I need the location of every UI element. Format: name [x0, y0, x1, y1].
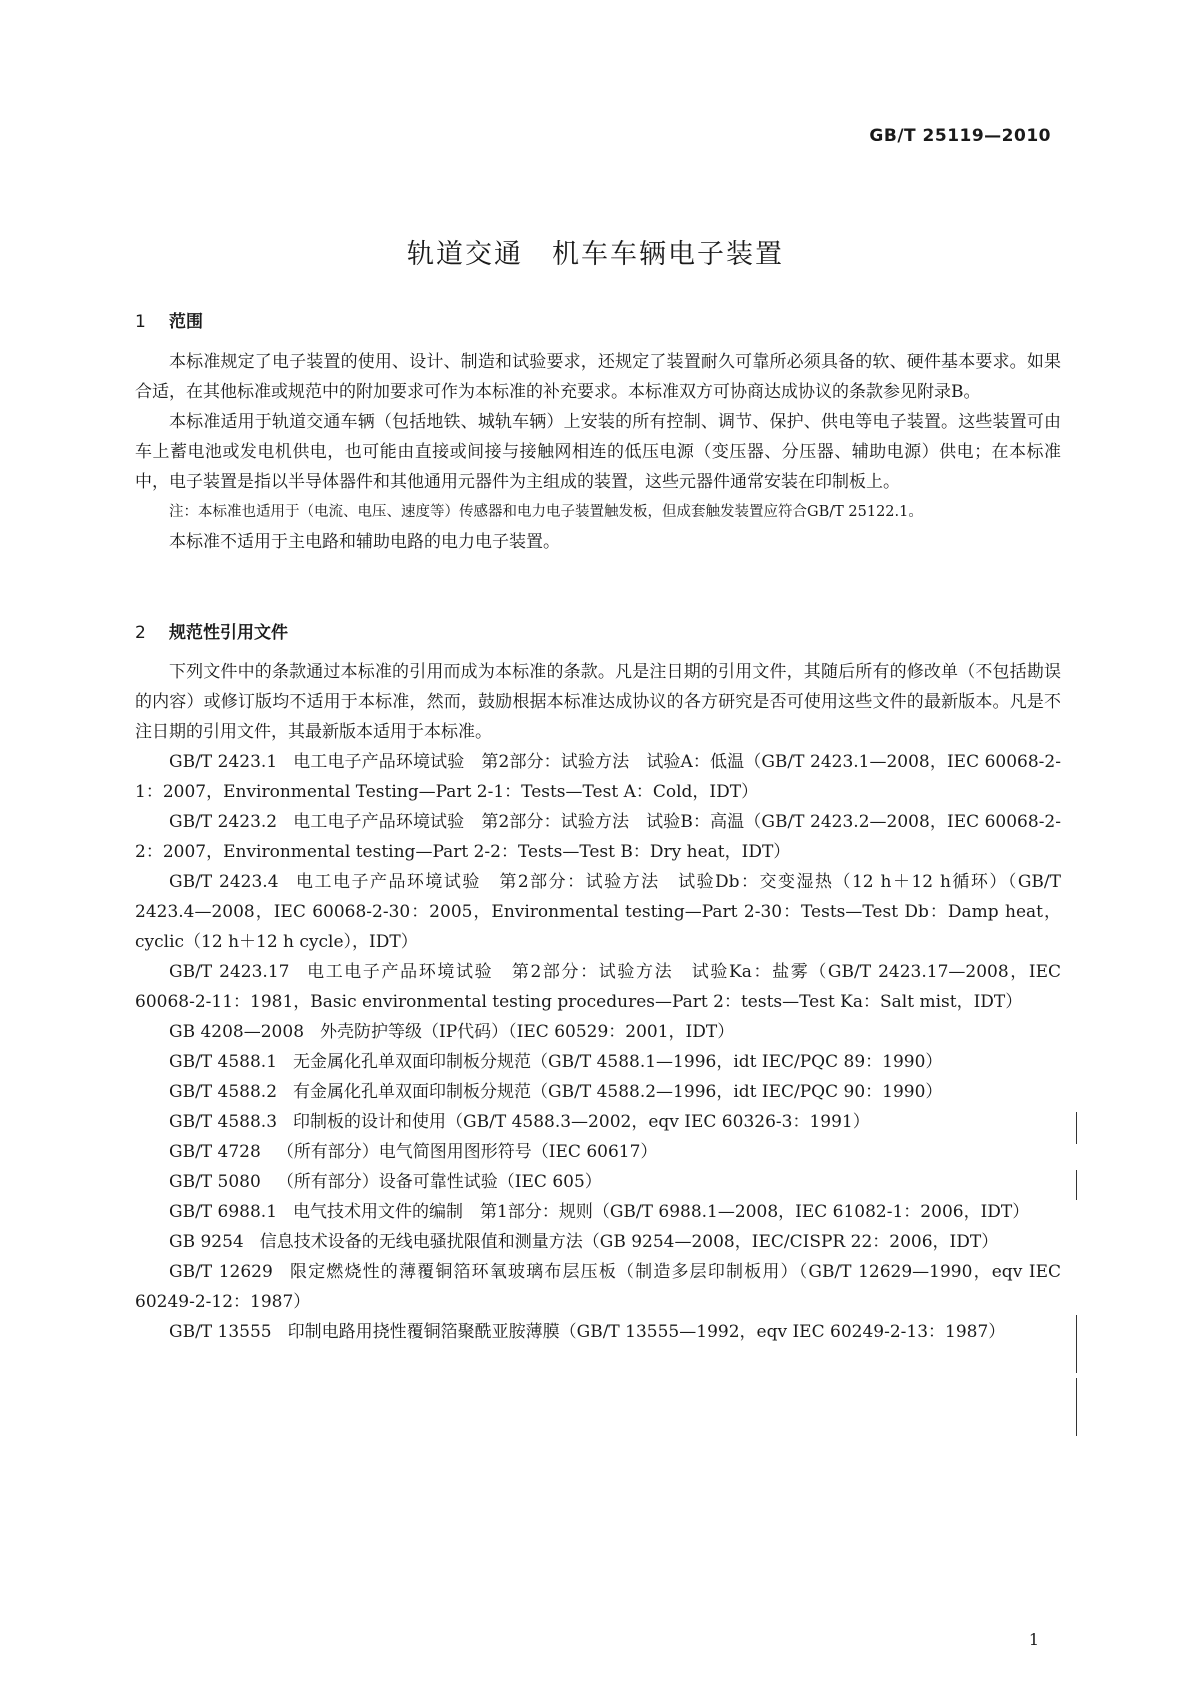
change-bar	[1076, 1315, 1077, 1373]
reference-item	[135, 1197, 1061, 1227]
reference-text: 限定燃烧性的薄覆铜箔环氧玻璃布层压板（制造多层印制板用）（GB/T 12629—1990，eqv IEC 60249-2-12：1987）	[135, 1262, 1062, 1312]
paragraph: 本标准规定了电子装置的使用、设计、制造和试验要求，还规定了装置耐久可靠所必须具备的软、硬件基本要求。如果合适，在其他标准或规范中的附加要求可作为本标准的补充要求。本标准双方可协商达成协议的条款参见附录B。	[135, 352, 1061, 402]
section-heading	[135, 618, 1061, 648]
page-number: 1	[1028, 1630, 1039, 1649]
change-bar	[1076, 1378, 1077, 1436]
section-title: 规范性引用文件	[169, 623, 288, 643]
section-normative-references	[135, 618, 1061, 648]
reference-text: 电工电子产品环境试验 第2部分：试验方法 试验B：高温（GB/T 2423.2—2008，IEC 60068-2-2：2007，Environmental testing—Part 2-2：Tests—Test B：Dry heat，IDT）	[135, 812, 1061, 862]
section-title: 范围	[169, 312, 203, 332]
reference-item	[135, 1077, 1061, 1107]
reference-item	[135, 1167, 1061, 1197]
reference-code: GB 4208—2008	[169, 1022, 305, 1042]
reference-item	[135, 1137, 1061, 1167]
reference-text: 电工电子产品环境试验 第2部分：试验方法 试验Db：交变湿热（12 h＋12 h循环）（GB/T 2423.4—2008，IEC 60068-2-30：2005，Environmental testing—Part 2-30：Tests—Test Db：Damp heat，cyclic（12 h＋12 h cycle），IDT）	[135, 872, 1061, 952]
references-body	[135, 657, 1061, 1347]
section-number: 1	[135, 312, 146, 332]
reference-item	[135, 1317, 1061, 1347]
reference-text: （所有部分）电气简图用图形符号（IEC 60617）	[276, 1142, 658, 1162]
reference-code: GB/T 4728	[169, 1142, 261, 1162]
reference-item	[135, 957, 1061, 1017]
reference-item	[135, 867, 1061, 957]
reference-text: （所有部分）设备可靠性试验（IEC 605）	[276, 1172, 602, 1192]
reference-text: 印制板的设计和使用（GB/T 4588.3—2002，eqv IEC 60326-3：1991）	[293, 1112, 870, 1132]
reference-text: 电气技术用文件的编制 第1部分：规则（GB/T 6988.1—2008，IEC 61082-1：2006，IDT）	[293, 1202, 1030, 1222]
standard-code: GB/T 25119—2010	[869, 126, 1051, 146]
reference-code: GB/T 12629	[169, 1262, 273, 1282]
reference-text: 印制电路用挠性覆铜箔聚酰亚胺薄膜（GB/T 13555—1992，eqv IEC 60249-2-13：1987）	[287, 1322, 1006, 1342]
reference-code: GB/T 6988.1	[169, 1202, 278, 1222]
reference-code: GB/T 4588.2	[169, 1082, 278, 1102]
reference-text: 有金属化孔单双面印制板分规范（GB/T 4588.2—1996，idt IEC/PQC 90：1990）	[293, 1082, 943, 1102]
reference-text: 外壳防护等级（IP代码）（IEC 60529：2001，IDT）	[320, 1022, 735, 1042]
scope-body	[135, 347, 1061, 557]
reference-text: 无金属化孔单双面印制板分规范（GB/T 4588.1—1996，idt IEC/PQC 89：1990）	[293, 1052, 943, 1072]
reference-text: 电工电子产品环境试验 第2部分：试验方法 试验Ka：盐雾（GB/T 2423.17—2008，IEC 60068-2-11：1981，Basic environmental testing procedures—Part 2：tests—Test Ka：Salt mist，IDT）	[135, 962, 1062, 1012]
document-title: 轨道交通 机车车辆电子装置	[407, 239, 784, 270]
reference-text: 电工电子产品环境试验 第2部分：试验方法 试验A：低温（GB/T 2423.1—2008，IEC 60068-2-1：2007，Environmental Testing—Part 2-1：Tests—Test A：Cold，IDT）	[135, 752, 1061, 802]
section-number: 2	[135, 623, 146, 643]
reference-code: GB/T 2423.4	[169, 872, 279, 892]
change-bar	[1076, 1112, 1077, 1144]
reference-code: GB/T 4588.3	[169, 1112, 278, 1132]
reference-code: GB/T 2423.2	[169, 812, 278, 832]
section-scope	[135, 307, 1061, 337]
reference-item	[135, 1047, 1061, 1077]
reference-code: GB/T 2423.1	[169, 752, 278, 772]
reference-item	[135, 1017, 1061, 1047]
reference-item	[135, 1107, 1061, 1137]
reference-code: GB 9254	[169, 1232, 244, 1252]
change-bar	[1076, 1170, 1077, 1200]
reference-text: 信息技术设备的无线电骚扰限值和测量方法（GB 9254—2008，IEC/CISPR 22：2006，IDT）	[259, 1232, 999, 1252]
reference-code: GB/T 5080	[169, 1172, 261, 1192]
reference-item	[135, 1227, 1061, 1257]
paragraph: 本标准适用于轨道交通车辆（包括地铁、城轨车辆）上安装的所有控制、调节、保护、供电等电子装置。这些装置可由车上蓄电池或发电机供电，也可能由直接或间接与接触网相连的低压电源（变压器、分压器、辅助电源）供电；在本标准中，电子装置是指以半导体器件和其他通用元器件为主组成的装置，这些元器件通常安装在印制板上。	[135, 412, 1061, 492]
reference-item	[135, 747, 1061, 807]
reference-code: GB/T 2423.17	[169, 962, 290, 982]
paragraph: 本标准不适用于主电路和辅助电路的电力电子装置。	[169, 532, 560, 552]
reference-item	[135, 807, 1061, 867]
paragraph: 下列文件中的条款通过本标准的引用而成为本标准的条款。凡是注日期的引用文件，其随后所有的修改单（不包括勘误的内容）或修订版均不适用于本标准，然而，鼓励根据本标准达成协议的各方研究是否可使用这些文件的最新版本。凡是不注日期的引用文件，其最新版本适用于本标准。	[135, 662, 1061, 742]
note: 注：本标准也适用于（电流、电压、速度等）传感器和电力电子装置触发板，但成套触发装置应符合GB/T 25122.1。	[169, 504, 923, 520]
reference-item	[135, 1257, 1061, 1317]
reference-code: GB/T 13555	[169, 1322, 272, 1342]
reference-code: GB/T 4588.1	[169, 1052, 278, 1072]
section-heading	[135, 307, 1061, 337]
